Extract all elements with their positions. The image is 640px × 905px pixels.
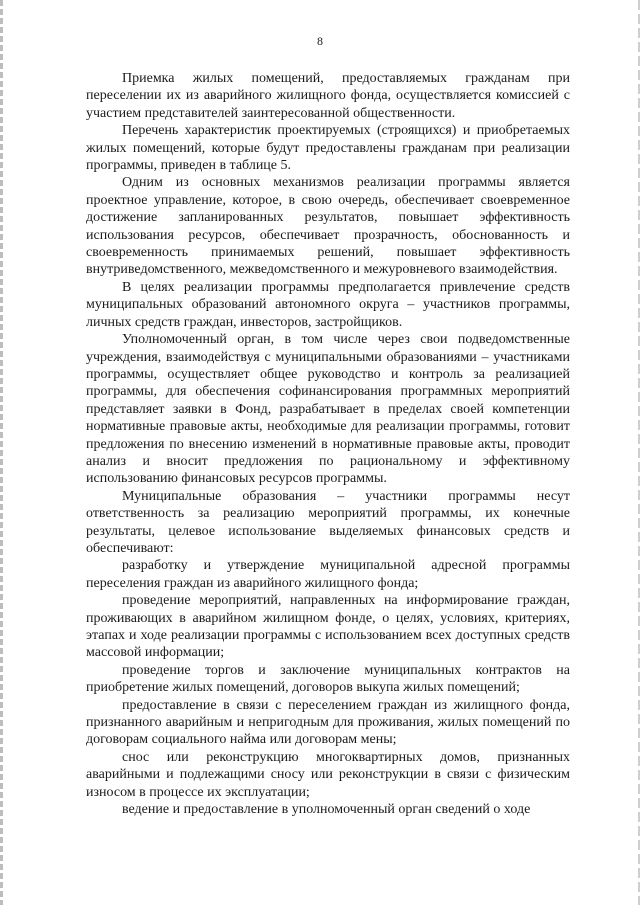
list-item-informing-citizens: проведение мероприятий, направленных на информирование граждан, проживающих в аварийном жилищном фонде, о целях, условиях, критериях, этапах и ходе реализации программы с использованием всех доступных средств массовой информации; <box>86 593 570 661</box>
paragraph-funding-sources: В целях реализации программы предполагается привлечение средств муниципальных образований автономного округа – участников программы, личных средств граждан, инвесторов, застройщиков. <box>86 279 570 330</box>
list-item-reporting: ведение и предоставление в уполномоченный орган сведений о ходе <box>122 802 531 818</box>
scan-left-edge <box>0 0 3 905</box>
paragraph-project-management: Одним из основных механизмов реализации программы является проектное управление, которое, в свою очередь, обеспечивает своевременное достижение запланированных результатов, повышает эффективность использования ресурсов, обеспечивает прозрачность, обоснованность и своевременность принимаемых решений, повышает эффективность внутриведомственного, межведомственного и межуровневого взаимодействия. <box>86 175 570 278</box>
list-item-program-development: разработку и утверждение муниципальной адресной программы переселения граждан из аварийного жилищного фонда; <box>86 558 570 591</box>
paragraph-housing-characteristics: Перечень характеристик проектируемых (строящихся) и приобретаемых жилых помещений, которые будут предоставлены гражданам при реализации программы, приведен в таблице 5. <box>86 123 570 174</box>
paragraph-municipal-responsibility: Муниципальные образования – участники программы несут ответственность за реализацию мероприятий программы, их конечные результаты, целевое использование выделяемых финансовых средств и обеспечивают: <box>86 488 570 556</box>
paragraph-authorized-body: Уполномоченный орган, в том числе через свои подведомственные учреждения, взаимодействуя с муниципальными образованиями – участниками программы, осуществляет общее руководство и контроль за реализацией программы, для обеспечения софинансирования программных мероприятий представляет заявки в Фонд, разрабатывает в пределах своей компетенции нормативные правовые акты, необходимые для реализации программы, готовит предложения по внесению изменений в нормативные правовые акты, проводит анализ и вносит предложения по рациональному и эффективному использованию финансовых ресурсов программы. <box>86 332 570 487</box>
paragraph-acceptance: Приемка жилых помещений, предоставляемых гражданам при переселении их из аварийного жилищного фонда, осуществляется комиссией с участием представителей заинтересованной общественности. <box>86 71 570 121</box>
page-number: 8 <box>317 34 323 48</box>
list-item-demolition: снос или реконструкцию многоквартирных домов, признанных аварийными и подлежащими сносу или реконструкции в связи с физическим износом в процессе их эксплуатации; <box>86 749 570 800</box>
list-item-housing-provision: предоставление в связи с переселением граждан из жилищного фонда, признанного аварийным и непригодным для проживания, жилых помещений по договорам социального найма или договорам мены; <box>86 697 570 748</box>
list-item-tenders-contracts: проведение торгов и заключение муниципальных контрактов на приобретение жилых помещений, договоров выкупа жилых помещений; <box>86 662 570 696</box>
document-body <box>86 70 570 818</box>
